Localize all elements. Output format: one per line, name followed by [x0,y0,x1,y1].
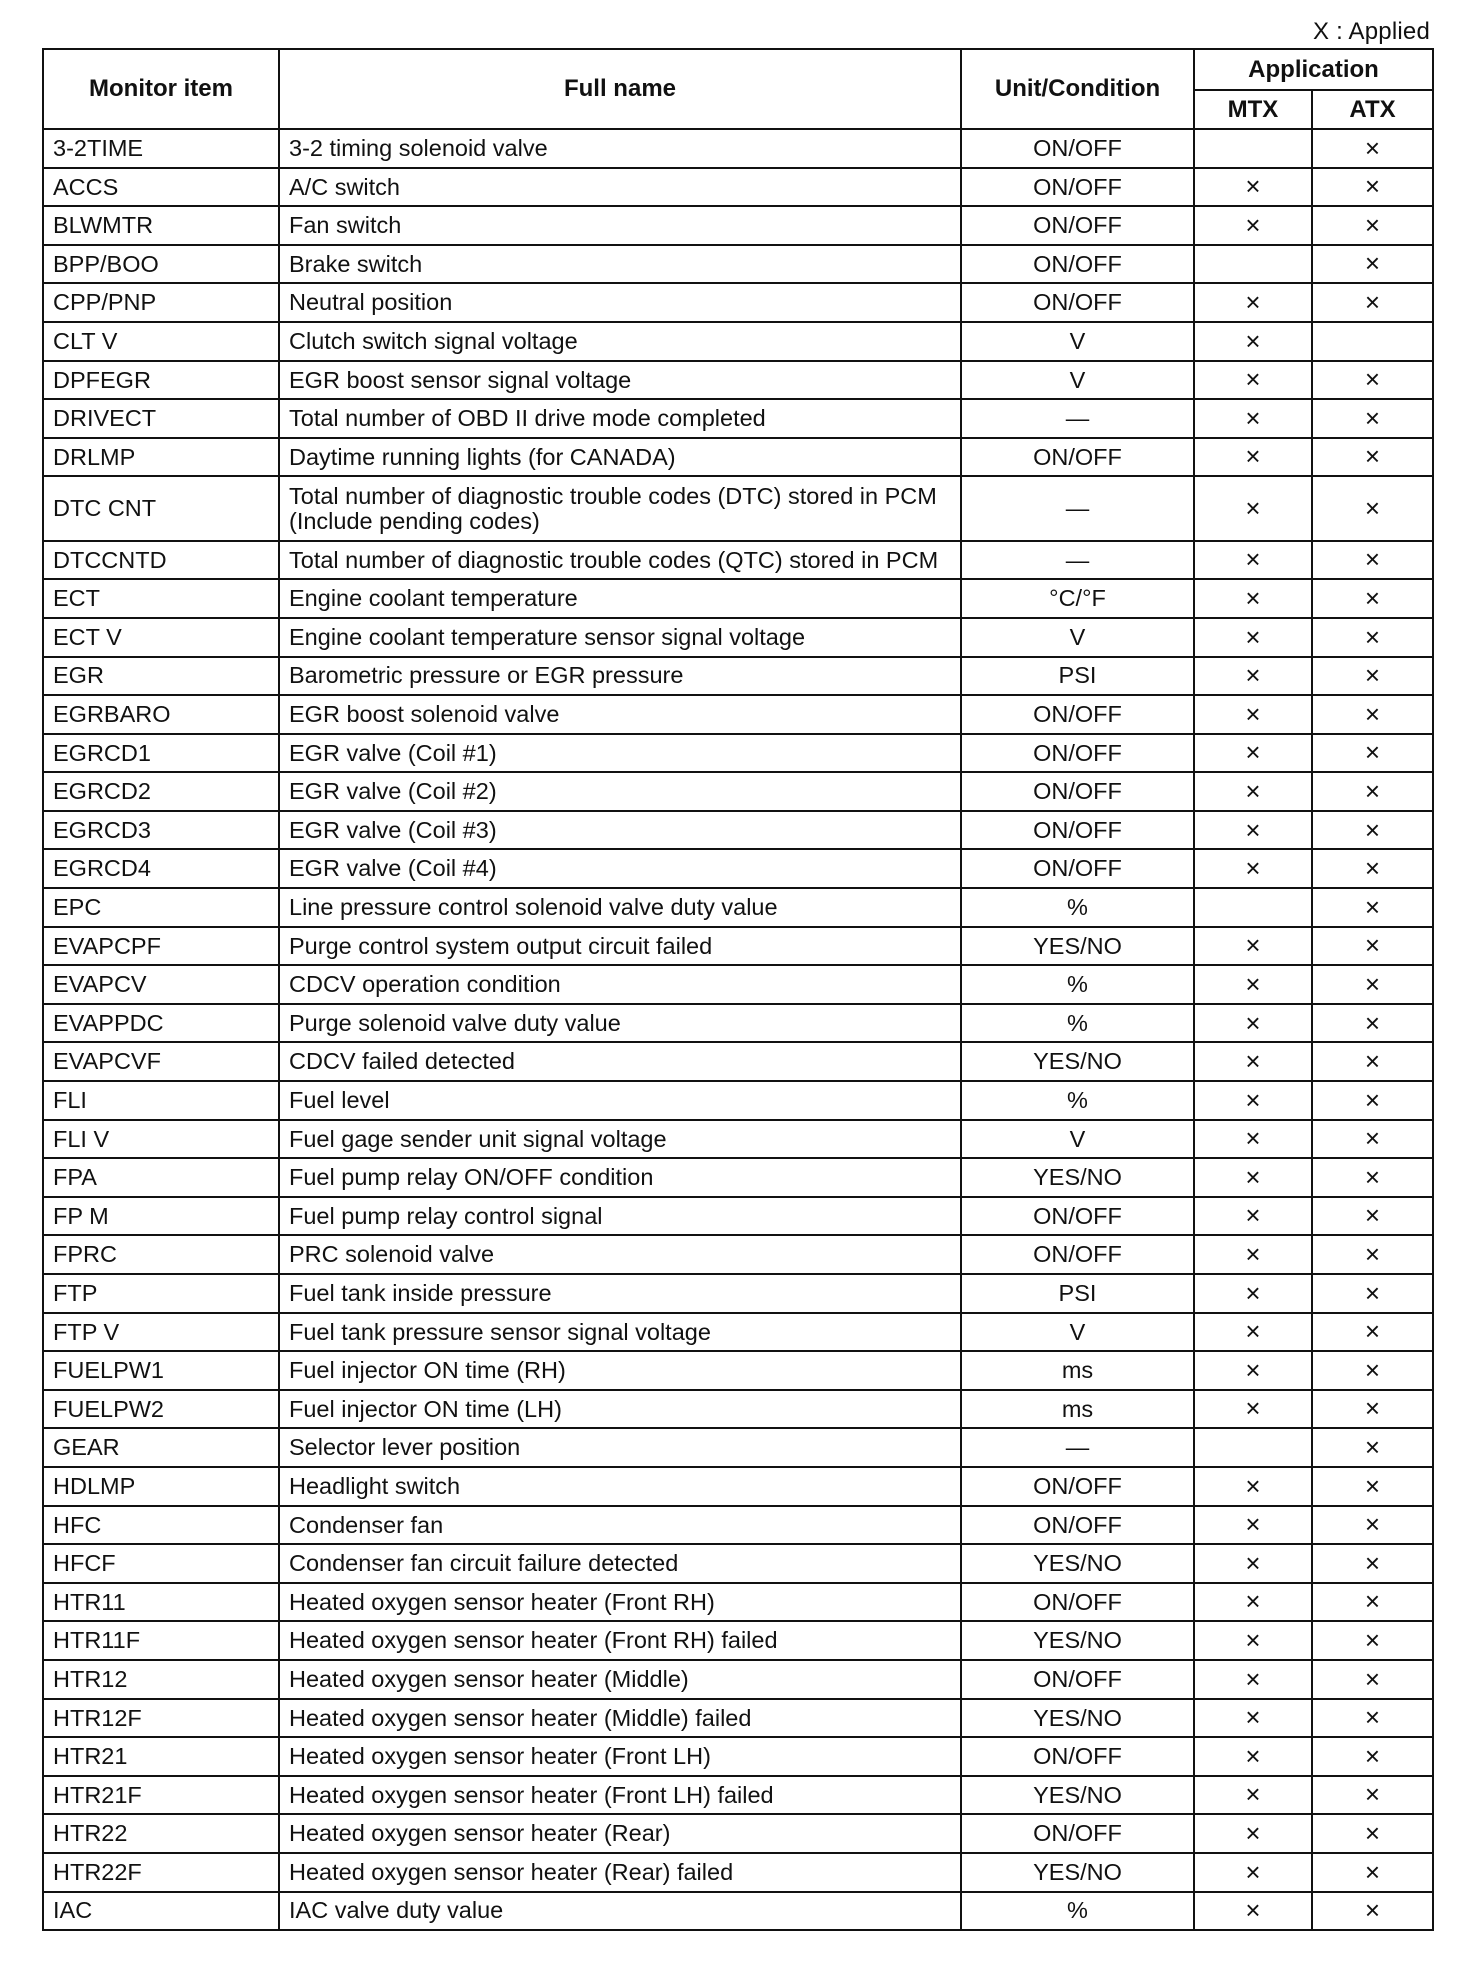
mtx-applied-cell: × [1194,1235,1312,1274]
mtx-applied-cell: × [1194,849,1312,888]
table-row [43,206,1433,245]
full-name-cell: Engine coolant temperature [279,579,961,618]
monitor-item-cell: HTR11 [43,1583,279,1622]
table-row [43,1004,1433,1043]
monitor-item-cell: EVAPCPF [43,927,279,966]
table-row [43,361,1433,400]
table-row [43,965,1433,1004]
mtx-applied-cell: × [1194,695,1312,734]
atx-applied-cell: × [1312,1737,1433,1776]
monitor-item-cell: ECT V [43,618,279,657]
atx-applied-cell: × [1312,438,1433,477]
atx-applied-cell: × [1312,618,1433,657]
mtx-applied-cell: × [1194,1197,1312,1236]
mtx-applied-cell [1194,129,1312,168]
atx-applied-cell: × [1312,1506,1433,1545]
monitor-item-cell: FLI V [43,1120,279,1159]
unit-condition-cell: — [961,399,1194,438]
monitor-item-cell: DPFEGR [43,361,279,400]
monitor-item-cell: EGRCD2 [43,772,279,811]
full-name-cell: Fuel tank pressure sensor signal voltage [279,1313,961,1352]
mtx-applied-cell: × [1194,965,1312,1004]
monitor-item-cell: CPP/PNP [43,283,279,322]
monitor-item-cell: IAC [43,1892,279,1931]
full-name-cell: A/C switch [279,168,961,207]
monitor-item-cell: ACCS [43,168,279,207]
mtx-applied-cell: × [1194,1892,1312,1931]
unit-condition-cell: V [961,361,1194,400]
header-mtx: MTX [1194,90,1312,129]
full-name-cell: Engine coolant temperature sensor signal voltage [279,618,961,657]
monitor-item-cell: ECT [43,579,279,618]
full-name-cell: IAC valve duty value [279,1892,961,1931]
atx-applied-cell: × [1312,168,1433,207]
atx-applied-cell: × [1312,1197,1433,1236]
unit-condition-cell: ON/OFF [961,1506,1194,1545]
atx-applied-cell [1312,322,1433,361]
monitor-item-cell: GEAR [43,1428,279,1467]
unit-condition-cell: V [961,322,1194,361]
mtx-applied-cell: × [1194,1158,1312,1197]
table-row [43,168,1433,207]
full-name-cell: Condenser fan [279,1506,961,1545]
mtx-applied-cell: × [1194,1467,1312,1506]
applied-legend: X : Applied [1313,18,1430,45]
full-name-cell: CDCV operation condition [279,965,961,1004]
unit-condition-cell: % [961,1081,1194,1120]
mtx-applied-cell: × [1194,618,1312,657]
mtx-applied-cell: × [1194,811,1312,850]
full-name-cell: Heated oxygen sensor heater (Front RH) [279,1583,961,1622]
header-application: Application [1194,49,1433,90]
mtx-applied-cell [1194,888,1312,927]
table-row [43,811,1433,850]
monitor-item-cell: 3-2TIME [43,129,279,168]
table-row [43,129,1433,168]
atx-applied-cell: × [1312,1120,1433,1159]
monitor-item-cell: FUELPW2 [43,1390,279,1429]
monitor-item-cell: EVAPPDC [43,1004,279,1043]
atx-applied-cell: × [1312,1892,1433,1931]
unit-condition-cell: ON/OFF [961,1737,1194,1776]
table-row [43,1660,1433,1699]
mtx-applied-cell: × [1194,1313,1312,1352]
monitor-item-cell: DRLMP [43,438,279,477]
table-row [43,1351,1433,1390]
unit-condition-cell: ON/OFF [961,438,1194,477]
table-row [43,438,1433,477]
atx-applied-cell: × [1312,965,1433,1004]
atx-applied-cell: × [1312,1544,1433,1583]
mtx-applied-cell: × [1194,1583,1312,1622]
unit-condition-cell: ON/OFF [961,1583,1194,1622]
mtx-applied-cell: × [1194,772,1312,811]
monitor-item-cell: HTR21F [43,1776,279,1815]
unit-condition-cell: YES/NO [961,1699,1194,1738]
atx-applied-cell: × [1312,1621,1433,1660]
table-row [43,1814,1433,1853]
monitor-item-cell: EVAPCV [43,965,279,1004]
full-name-cell: Headlight switch [279,1467,961,1506]
full-name-cell: Total number of diagnostic trouble codes (DTC) stored in PCM (Include pending codes) [279,476,961,540]
mtx-applied-cell: × [1194,1120,1312,1159]
table-row [43,322,1433,361]
atx-applied-cell: × [1312,1158,1433,1197]
monitor-item-cell: EGRCD1 [43,734,279,773]
monitor-item-cell: BPP/BOO [43,245,279,284]
monitor-item-cell: HDLMP [43,1467,279,1506]
atx-applied-cell: × [1312,129,1433,168]
unit-condition-cell: % [961,1892,1194,1931]
header-unit-condition: Unit/Condition [961,49,1194,129]
full-name-cell: Fuel level [279,1081,961,1120]
monitor-item-cell: DTCCNTD [43,541,279,580]
unit-condition-cell: YES/NO [961,1776,1194,1815]
monitor-item-cell: FPA [43,1158,279,1197]
atx-applied-cell: × [1312,1313,1433,1352]
full-name-cell: Purge solenoid valve duty value [279,1004,961,1043]
mtx-applied-cell: × [1194,1390,1312,1429]
full-name-cell: Purge control system output circuit failed [279,927,961,966]
atx-applied-cell: × [1312,245,1433,284]
mtx-applied-cell: × [1194,1853,1312,1892]
monitor-item-cell: CLT V [43,322,279,361]
full-name-cell: Heated oxygen sensor heater (Rear) failed [279,1853,961,1892]
unit-condition-cell: PSI [961,657,1194,696]
table-row [43,245,1433,284]
atx-applied-cell: × [1312,657,1433,696]
full-name-cell: Fuel pump relay ON/OFF condition [279,1158,961,1197]
monitor-item-cell: EGRCD4 [43,849,279,888]
full-name-cell: Clutch switch signal voltage [279,322,961,361]
header-monitor-item: Monitor item [43,49,279,129]
atx-applied-cell: × [1312,1390,1433,1429]
table-row [43,772,1433,811]
unit-condition-cell: — [961,541,1194,580]
monitor-item-cell: EGRCD3 [43,811,279,850]
mtx-applied-cell: × [1194,1776,1312,1815]
full-name-cell: Selector lever position [279,1428,961,1467]
table-row [43,541,1433,580]
full-name-cell: Heated oxygen sensor heater (Middle) [279,1660,961,1699]
atx-applied-cell: × [1312,1042,1433,1081]
atx-applied-cell: × [1312,927,1433,966]
mtx-applied-cell: × [1194,1004,1312,1043]
mtx-applied-cell: × [1194,579,1312,618]
atx-applied-cell: × [1312,579,1433,618]
full-name-cell: Heated oxygen sensor heater (Front LH) failed [279,1776,961,1815]
mtx-applied-cell: × [1194,476,1312,540]
mtx-applied-cell: × [1194,734,1312,773]
atx-applied-cell: × [1312,1081,1433,1120]
unit-condition-cell: ON/OFF [961,811,1194,850]
table-row [43,1235,1433,1274]
mtx-applied-cell: × [1194,1737,1312,1776]
unit-condition-cell: ON/OFF [961,734,1194,773]
table-row [43,1197,1433,1236]
table-row [43,734,1433,773]
atx-applied-cell: × [1312,811,1433,850]
full-name-cell: Fuel pump relay control signal [279,1197,961,1236]
unit-condition-cell: % [961,1004,1194,1043]
mtx-applied-cell: × [1194,541,1312,580]
table-row [43,1390,1433,1429]
unit-condition-cell: — [961,476,1194,540]
table-row [43,927,1433,966]
unit-condition-cell: ON/OFF [961,1467,1194,1506]
monitor-item-cell: FTP [43,1274,279,1313]
mtx-applied-cell: × [1194,283,1312,322]
monitor-item-cell: HFCF [43,1544,279,1583]
monitor-item-cell: EPC [43,888,279,927]
full-name-cell: 3-2 timing solenoid valve [279,129,961,168]
atx-applied-cell: × [1312,695,1433,734]
atx-applied-cell: × [1312,361,1433,400]
monitor-item-cell: HFC [43,1506,279,1545]
monitor-item-table [42,48,1434,1931]
mtx-applied-cell: × [1194,1699,1312,1738]
mtx-applied-cell: × [1194,1042,1312,1081]
atx-applied-cell: × [1312,476,1433,540]
table-row [43,399,1433,438]
full-name-cell: Fan switch [279,206,961,245]
monitor-item-cell: HTR12F [43,1699,279,1738]
table-row [43,283,1433,322]
table-row [43,657,1433,696]
table-row [43,579,1433,618]
unit-condition-cell: °C/°F [961,579,1194,618]
atx-applied-cell: × [1312,1235,1433,1274]
monitor-item-cell: HTR11F [43,1621,279,1660]
full-name-cell: Daytime running lights (for CANADA) [279,438,961,477]
table-row [43,1467,1433,1506]
monitor-item-cell: HTR22F [43,1853,279,1892]
table-row [43,888,1433,927]
full-name-cell: Fuel injector ON time (RH) [279,1351,961,1390]
atx-applied-cell: × [1312,1660,1433,1699]
table-row [43,1544,1433,1583]
full-name-cell: Line pressure control solenoid valve duty value [279,888,961,927]
unit-condition-cell: ON/OFF [961,129,1194,168]
unit-condition-cell: V [961,1313,1194,1352]
monitor-item-cell: FPRC [43,1235,279,1274]
unit-condition-cell: YES/NO [961,1853,1194,1892]
unit-condition-cell: ON/OFF [961,1814,1194,1853]
unit-condition-cell: — [961,1428,1194,1467]
mtx-applied-cell: × [1194,927,1312,966]
monitor-item-cell: HTR21 [43,1737,279,1776]
mtx-applied-cell: × [1194,1351,1312,1390]
table-row [43,1621,1433,1660]
monitor-item-cell: EGRBARO [43,695,279,734]
table-row [43,1583,1433,1622]
monitor-item-cell: FUELPW1 [43,1351,279,1390]
full-name-cell: Heated oxygen sensor heater (Front RH) failed [279,1621,961,1660]
full-name-cell: CDCV failed detected [279,1042,961,1081]
full-name-cell: EGR valve (Coil #1) [279,734,961,773]
mtx-applied-cell: × [1194,399,1312,438]
monitor-item-cell: EGR [43,657,279,696]
monitor-item-cell: EVAPCVF [43,1042,279,1081]
unit-condition-cell: V [961,1120,1194,1159]
table-row [43,1737,1433,1776]
unit-condition-cell: % [961,888,1194,927]
unit-condition-cell: % [961,965,1194,1004]
monitor-item-cell: FP M [43,1197,279,1236]
full-name-cell: Heated oxygen sensor heater (Middle) failed [279,1699,961,1738]
atx-applied-cell: × [1312,1699,1433,1738]
atx-applied-cell: × [1312,399,1433,438]
table-row [43,1699,1433,1738]
mtx-applied-cell: × [1194,168,1312,207]
table-row [43,1081,1433,1120]
unit-condition-cell: ms [961,1351,1194,1390]
unit-condition-cell: PSI [961,1274,1194,1313]
full-name-cell: Fuel gage sender unit signal voltage [279,1120,961,1159]
mtx-applied-cell: × [1194,1274,1312,1313]
unit-condition-cell: ms [961,1390,1194,1429]
table-row [43,1892,1433,1931]
mtx-applied-cell: × [1194,657,1312,696]
unit-condition-cell: ON/OFF [961,849,1194,888]
atx-applied-cell: × [1312,1351,1433,1390]
unit-condition-cell: ON/OFF [961,245,1194,284]
full-name-cell: Condenser fan circuit failure detected [279,1544,961,1583]
full-name-cell: Fuel tank inside pressure [279,1274,961,1313]
unit-condition-cell: YES/NO [961,1158,1194,1197]
unit-condition-cell: YES/NO [961,1042,1194,1081]
full-name-cell: Total number of OBD II drive mode completed [279,399,961,438]
unit-condition-cell: ON/OFF [961,168,1194,207]
table-row [43,1853,1433,1892]
table-row [43,849,1433,888]
full-name-cell: EGR valve (Coil #2) [279,772,961,811]
atx-applied-cell: × [1312,1428,1433,1467]
unit-condition-cell: V [961,618,1194,657]
atx-applied-cell: × [1312,888,1433,927]
mtx-applied-cell: × [1194,1814,1312,1853]
unit-condition-cell: ON/OFF [961,206,1194,245]
header-full-name: Full name [279,49,961,129]
full-name-cell: Brake switch [279,245,961,284]
unit-condition-cell: ON/OFF [961,1197,1194,1236]
full-name-cell: Fuel injector ON time (LH) [279,1390,961,1429]
mtx-applied-cell: × [1194,1660,1312,1699]
monitor-item-cell: FTP V [43,1313,279,1352]
mtx-applied-cell [1194,245,1312,284]
unit-condition-cell: ON/OFF [961,1235,1194,1274]
full-name-cell: EGR boost sensor signal voltage [279,361,961,400]
full-name-cell: Neutral position [279,283,961,322]
mtx-applied-cell [1194,1428,1312,1467]
full-name-cell: EGR boost solenoid valve [279,695,961,734]
monitor-item-cell: HTR12 [43,1660,279,1699]
unit-condition-cell: YES/NO [961,1621,1194,1660]
mtx-applied-cell: × [1194,1544,1312,1583]
unit-condition-cell: YES/NO [961,1544,1194,1583]
mtx-applied-cell: × [1194,1621,1312,1660]
table-row [43,1120,1433,1159]
mtx-applied-cell: × [1194,1081,1312,1120]
table-row [43,1274,1433,1313]
mtx-applied-cell: × [1194,206,1312,245]
table-row [43,1428,1433,1467]
unit-condition-cell: ON/OFF [961,772,1194,811]
atx-applied-cell: × [1312,541,1433,580]
full-name-cell: EGR valve (Coil #3) [279,811,961,850]
full-name-cell: Barometric pressure or EGR pressure [279,657,961,696]
monitor-item-cell: DTC CNT [43,476,279,540]
table-row [43,1042,1433,1081]
table-row [43,695,1433,734]
full-name-cell: Total number of diagnostic trouble codes (QTC) stored in PCM [279,541,961,580]
atx-applied-cell: × [1312,772,1433,811]
atx-applied-cell: × [1312,734,1433,773]
mtx-applied-cell: × [1194,1506,1312,1545]
mtx-applied-cell: × [1194,322,1312,361]
atx-applied-cell: × [1312,1853,1433,1892]
unit-condition-cell: YES/NO [961,927,1194,966]
atx-applied-cell: × [1312,283,1433,322]
table-row [43,618,1433,657]
atx-applied-cell: × [1312,1274,1433,1313]
table-row [43,1776,1433,1815]
atx-applied-cell: × [1312,1004,1433,1043]
monitor-item-cell: FLI [43,1081,279,1120]
atx-applied-cell: × [1312,1814,1433,1853]
monitor-item-cell: HTR22 [43,1814,279,1853]
monitor-item-cell: DRIVECT [43,399,279,438]
atx-applied-cell: × [1312,1467,1433,1506]
unit-condition-cell: ON/OFF [961,1660,1194,1699]
unit-condition-cell: ON/OFF [961,695,1194,734]
full-name-cell: Heated oxygen sensor heater (Front LH) [279,1737,961,1776]
mtx-applied-cell: × [1194,438,1312,477]
table-row [43,1506,1433,1545]
unit-condition-cell: ON/OFF [961,283,1194,322]
table-row [43,1158,1433,1197]
table-row [43,1313,1433,1352]
table-body [43,129,1433,1930]
atx-applied-cell: × [1312,849,1433,888]
table-row [43,476,1433,540]
full-name-cell: EGR valve (Coil #4) [279,849,961,888]
full-name-cell: PRC solenoid valve [279,1235,961,1274]
header-atx: ATX [1312,90,1433,129]
atx-applied-cell: × [1312,206,1433,245]
atx-applied-cell: × [1312,1583,1433,1622]
atx-applied-cell: × [1312,1776,1433,1815]
full-name-cell: Heated oxygen sensor heater (Rear) [279,1814,961,1853]
mtx-applied-cell: × [1194,361,1312,400]
monitor-item-cell: BLWMTR [43,206,279,245]
